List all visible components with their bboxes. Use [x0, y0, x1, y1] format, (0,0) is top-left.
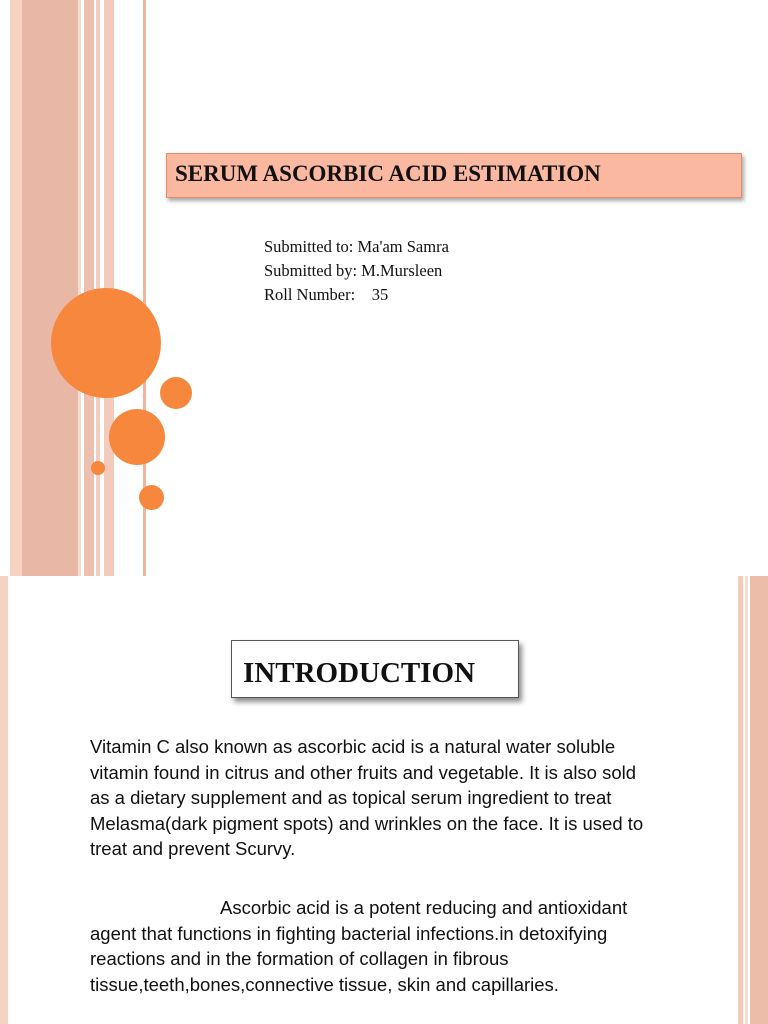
slide-title: SERUM ASCORBIC ACID ESTIMATION — [175, 161, 601, 186]
decorative-stripe — [10, 0, 22, 576]
decorative-stripe — [78, 0, 81, 576]
decorative-circle-large — [51, 288, 161, 398]
submission-info — [264, 235, 449, 307]
decorative-stripe — [22, 0, 78, 576]
decorative-circle-tiny — [91, 461, 105, 475]
decorative-circle-medium — [109, 409, 165, 465]
intro-paragraph-2 — [90, 895, 650, 997]
decorative-circle-small — [160, 377, 192, 409]
intro-paragraph-1: Vitamin C also known as ascorbic acid is a natural water soluble vitamin found in citrus and other fruits and vegetable. It is also sold as a dietary supplement and as topical serum ingredient to treat Melasma(dark pigment spots) and wrinkles on the face. It is used to treat and prevent Scurvy. — [90, 736, 644, 860]
section-heading: INTRODUCTION — [243, 657, 476, 689]
decorative-stripe — [745, 576, 748, 1024]
intro-paragraph-2-text: Ascorbic acid is a potent reducing and antioxidant agent that functions in fighting bacterial infections.in detoxifying reactions and in the formation of collagen in fibrous tissue,teeth,bones,connective tissue, skin and capillaries. — [90, 897, 628, 995]
introduction-slide — [0, 576, 768, 1024]
decorative-stripe — [84, 0, 94, 576]
decorative-stripe — [738, 576, 743, 1024]
submitted-to: Submitted to: Ma'am Samra — [264, 237, 449, 256]
roll-number: Roll Number: 35 — [264, 285, 389, 304]
heading-box — [231, 640, 519, 698]
decorative-circle-small — [139, 485, 164, 510]
decorative-stripe — [750, 576, 768, 1024]
submitted-by: Submitted by: M.Mursleen — [264, 261, 443, 280]
decorative-stripe — [0, 576, 8, 1024]
title-banner — [166, 153, 742, 198]
